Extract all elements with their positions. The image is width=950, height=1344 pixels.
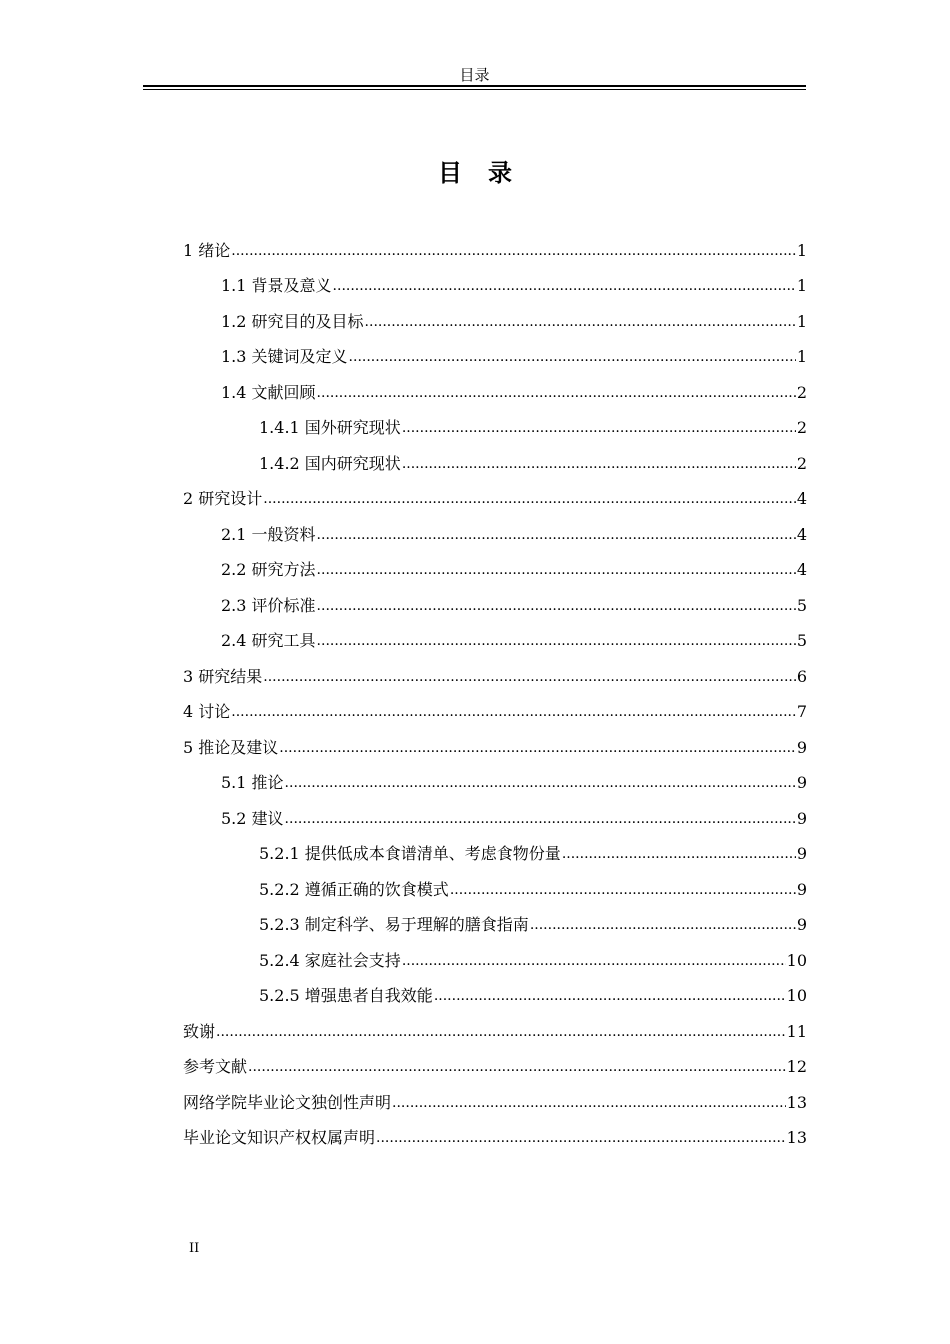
toc-entry[interactable]: [183, 766, 807, 802]
toc-entry-page-number: 9: [796, 773, 807, 793]
toc-entry-label: 5.2.3 制定科学、易于理解的膳食指南: [259, 915, 529, 935]
toc-entry[interactable]: [183, 908, 807, 944]
toc-entry[interactable]: [183, 411, 807, 447]
toc-dot-leader: [231, 241, 796, 261]
toc-dot-leader: [248, 1057, 786, 1077]
toc-entry-page-number: 5: [796, 631, 807, 651]
toc-entry-label: 2 研究设计: [183, 489, 263, 509]
toc-entry-page-number: 10: [786, 986, 807, 1006]
toc-entry-page-number: 13: [786, 1092, 807, 1112]
toc-entry[interactable]: [183, 730, 807, 766]
toc-dot-leader: [376, 1128, 786, 1148]
toc-entry[interactable]: [183, 659, 807, 695]
toc-entry[interactable]: [183, 1014, 807, 1050]
toc-entry-label: 1.4.2 国内研究现状: [259, 453, 401, 473]
toc-entry[interactable]: [183, 375, 807, 411]
toc-entry[interactable]: [183, 269, 807, 305]
header-rule-thin: [143, 89, 806, 90]
toc-dot-leader: [279, 738, 796, 758]
toc-dot-leader: [333, 276, 796, 296]
toc-entry[interactable]: [183, 340, 807, 376]
toc-entry-label: 3 研究结果: [183, 666, 263, 686]
toc-entry-label: 5.2.1 提供低成本食谱清单、考虑食物份量: [259, 844, 561, 864]
toc-dot-leader: [285, 809, 796, 829]
toc-entry-label: 5.2 建议: [221, 808, 284, 828]
toc-entry-label: 2.2 研究方法: [221, 560, 316, 580]
toc-entry-page-number: 2: [796, 382, 807, 402]
toc-dot-leader: [317, 631, 796, 651]
toc-entry-page-number: 1: [796, 347, 807, 367]
toc-entry-label: 网络学院毕业论文独创性声明: [183, 1092, 392, 1112]
toc-entry[interactable]: [183, 979, 807, 1015]
toc-entry-label: 4 讨论: [183, 702, 231, 722]
toc-entry-label: 2.1 一般资料: [221, 524, 316, 544]
toc-entry-label: 5.2.2 遵循正确的饮食模式: [259, 879, 449, 899]
toc-entry-label: 1.1 背景及意义: [221, 276, 332, 296]
toc-entry-page-number: 4: [796, 560, 807, 580]
toc-entry-label: 致谢: [183, 1021, 216, 1041]
toc-dot-leader: [285, 773, 796, 793]
toc-entry[interactable]: [183, 1085, 807, 1121]
toc-entry-label: 1.3 关键词及定义: [221, 347, 348, 367]
toc-dot-leader: [231, 702, 796, 722]
toc-entry-page-number: 9: [796, 879, 807, 899]
toc-entry-page-number: 1: [796, 276, 807, 296]
toc-entry[interactable]: [183, 1121, 807, 1157]
toc-dot-leader: [392, 1093, 786, 1113]
toc-entry-page-number: 10: [786, 950, 807, 970]
toc-entry-label: 5.1 推论: [221, 773, 284, 793]
toc-dot-leader: [402, 951, 786, 971]
toc-entry-label: 1.4 文献回顾: [221, 382, 316, 402]
toc-entry-label: 2.3 评价标准: [221, 595, 316, 615]
toc-entry-page-number: 5: [796, 595, 807, 615]
toc-entry[interactable]: [183, 801, 807, 837]
header-rule-thick: [143, 85, 806, 87]
toc-dot-leader: [263, 667, 796, 687]
toc-entry[interactable]: [183, 553, 807, 589]
toc-entry-page-number: 7: [796, 702, 807, 722]
table-of-contents: [183, 233, 807, 1156]
toc-dot-leader: [263, 489, 796, 509]
toc-entry[interactable]: [183, 304, 807, 340]
toc-dot-leader: [530, 915, 796, 935]
toc-entry-page-number: 2: [796, 453, 807, 473]
toc-dot-leader: [317, 525, 796, 545]
toc-entry[interactable]: [183, 233, 807, 269]
toc-entry-page-number: 13: [786, 1128, 807, 1148]
toc-dot-leader: [317, 596, 796, 616]
toc-entry-page-number: 1: [796, 240, 807, 260]
toc-dot-leader: [317, 560, 796, 580]
page-title: 目录: [438, 158, 538, 187]
toc-entry-page-number: 12: [786, 1057, 807, 1077]
toc-entry-label: 5 推论及建议: [183, 737, 279, 757]
toc-dot-leader: [402, 418, 796, 438]
toc-dot-leader: [434, 986, 786, 1006]
toc-entry-label: 5.2.5 增强患者自我效能: [259, 986, 433, 1006]
toc-entry-label: 2.4 研究工具: [221, 631, 316, 651]
toc-entry[interactable]: [183, 943, 807, 979]
toc-entry-page-number: 1: [796, 311, 807, 331]
toc-dot-leader: [349, 347, 796, 367]
toc-entry-label: 毕业论文知识产权权属声明: [183, 1128, 376, 1148]
toc-entry-page-number: 9: [796, 915, 807, 935]
toc-dot-leader: [450, 880, 796, 900]
toc-dot-leader: [402, 454, 796, 474]
toc-entry-label: 1.4.1 国外研究现状: [259, 418, 401, 438]
toc-entry-page-number: 9: [796, 808, 807, 828]
toc-entry-page-number: 2: [796, 418, 807, 438]
toc-entry[interactable]: [183, 872, 807, 908]
toc-dot-leader: [562, 844, 796, 864]
toc-entry[interactable]: [183, 482, 807, 518]
toc-dot-leader: [365, 312, 796, 332]
footer-page-number: II: [189, 1241, 200, 1256]
toc-entry-label: 1 绪论: [183, 240, 231, 260]
toc-entry-label: 参考文献: [183, 1057, 248, 1077]
toc-dot-leader: [317, 383, 796, 403]
toc-entry-page-number: 9: [796, 844, 807, 864]
running-header: 目录: [459, 66, 490, 84]
toc-entry-page-number: 9: [796, 737, 807, 757]
toc-entry[interactable]: [183, 588, 807, 624]
toc-entry[interactable]: [183, 446, 807, 482]
toc-entry[interactable]: [183, 517, 807, 553]
toc-entry[interactable]: [183, 1050, 807, 1086]
toc-entry[interactable]: [183, 624, 807, 660]
toc-entry-label: 1.2 研究目的及目标: [221, 311, 364, 331]
toc-entry[interactable]: [183, 837, 807, 873]
toc-dot-leader: [216, 1022, 786, 1042]
toc-entry-label: 5.2.4 家庭社会支持: [259, 950, 401, 970]
toc-entry-page-number: 4: [796, 489, 807, 509]
toc-entry-page-number: 11: [786, 1021, 807, 1041]
toc-entry-page-number: 4: [796, 524, 807, 544]
toc-entry-page-number: 6: [796, 666, 807, 686]
toc-entry[interactable]: [183, 695, 807, 731]
